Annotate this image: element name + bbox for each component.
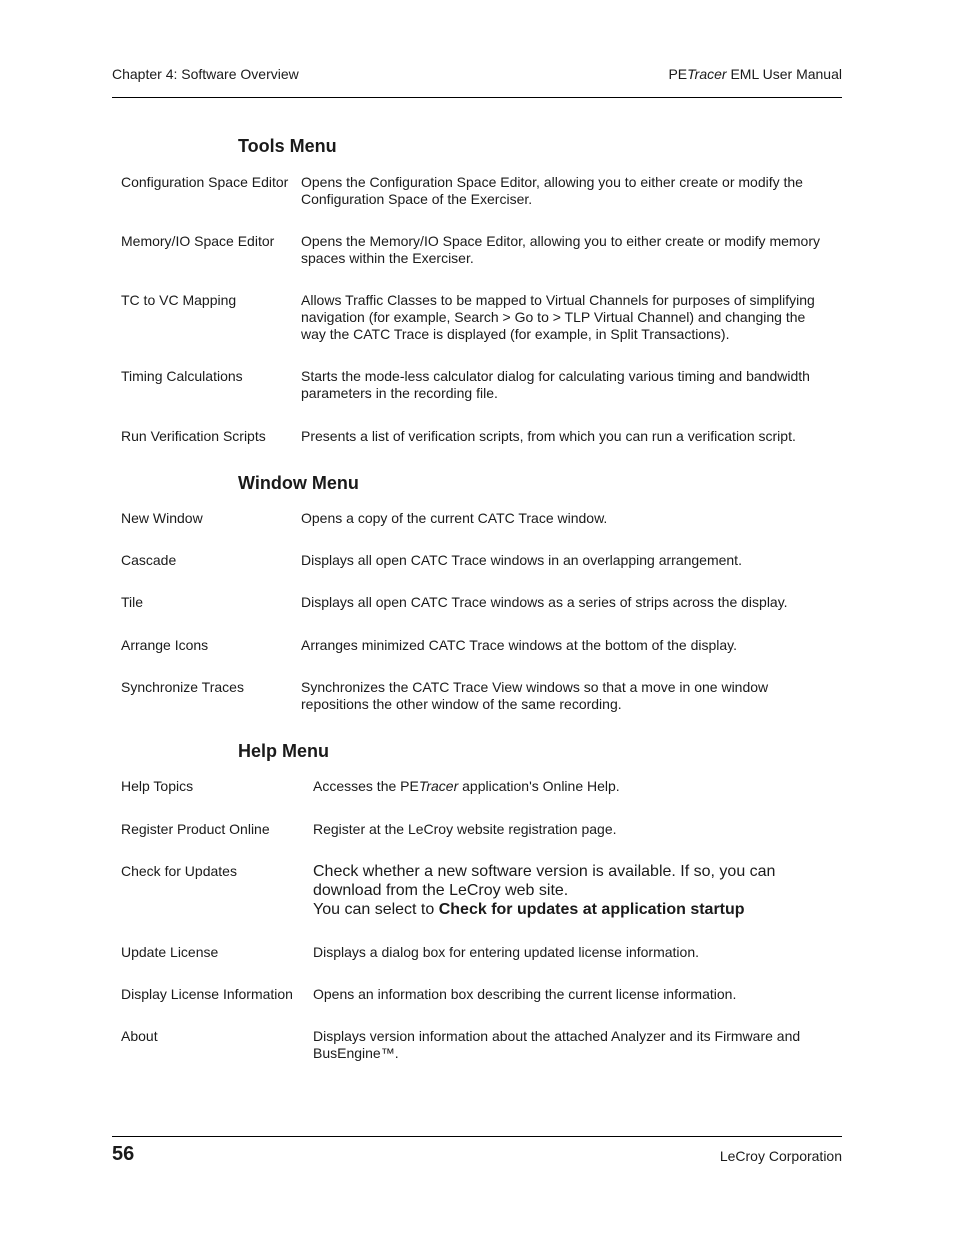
help-desc-check-updates — [313, 862, 843, 919]
tools-desc-config-space-editor: Opens the Configuration Space Editor, allowing you to either create or modify the Configuration Space of the Exerciser. — [301, 174, 803, 207]
help-menu-heading: Help Menu — [238, 741, 330, 761]
manual-title-pe: PE — [668, 66, 688, 82]
tools-desc-memory-io-editor: Opens the Memory/IO Space Editor, allowing you to either create or modify memory spaces within the Exerciser. — [301, 233, 821, 266]
tools-term-tc-vc-mapping: TC to VC Mapping — [121, 292, 237, 308]
window-desc-synchronize-traces: Synchronizes the CATC Trace View windows so that a move in one window repositions the other window of the same recording. — [301, 679, 769, 712]
window-term-cascade: Cascade — [121, 552, 177, 568]
window-term-tile: Tile — [121, 594, 144, 610]
tools-desc-tc-vc-mapping: Allows Traffic Classes to be mapped to Virtual Channels for purposes of simplifying navigation (for example, Search > Go to > TLP Virtual Channel) and changing the way the CATC Trace is displayed (for example, in Split Transactions). — [301, 292, 815, 342]
window-term-arrange-icons: Arrange Icons — [121, 637, 209, 653]
running-header-chapter: Chapter 4: Software Overview — [112, 66, 299, 82]
help-desc-update-license: Displays a dialog box for entering updated license information. — [313, 944, 700, 960]
check-updates-desc-bold: Check for updates at application startup — [438, 901, 745, 918]
window-desc-cascade: Displays all open CATC Trace windows in an overlapping arrangement. — [301, 552, 742, 568]
tools-menu-heading: Tools Menu — [238, 136, 337, 156]
help-desc-about: Displays version information about the attached Analyzer and its Firmware and BusEngine™. — [313, 1028, 801, 1061]
tools-term-timing-calculations: Timing Calculations — [121, 368, 243, 384]
window-term-synchronize-traces: Synchronize Traces — [121, 679, 244, 695]
running-header-manual-title — [668, 66, 842, 82]
help-term-update-license: Update License — [121, 944, 219, 960]
header-rule — [112, 97, 842, 98]
help-desc-display-license: Opens an information box describing the current license information. — [313, 986, 737, 1002]
footer-rule — [112, 1136, 842, 1137]
help-term-register-product: Register Product Online — [121, 821, 270, 837]
footer-company: LeCroy Corporation — [719, 1148, 842, 1164]
window-desc-tile: Displays all open CATC Trace windows as a series of strips across the display. — [301, 594, 788, 610]
tools-term-run-verification-scripts: Run Verification Scripts — [121, 428, 266, 444]
window-menu-heading: Window Menu — [238, 473, 359, 493]
window-desc-new-window: Opens a copy of the current CATC Trace window. — [301, 510, 608, 526]
help-term-display-license: Display License Information — [121, 986, 293, 1002]
window-desc-arrange-icons: Arranges minimized CATC Trace windows at the bottom of the display. — [301, 637, 737, 653]
tools-desc-run-verification-scripts: Presents a list of verification scripts, from which you can run a verification script. — [301, 428, 796, 444]
page-number: 56 — [112, 1143, 135, 1165]
help-topics-desc-post: application's Online Help. — [458, 778, 620, 794]
help-desc-help-topics — [313, 778, 843, 795]
tools-term-memory-io-editor: Memory/IO Space Editor — [121, 233, 275, 249]
check-updates-desc-line2 — [313, 900, 843, 919]
window-term-new-window: New Window — [121, 510, 203, 526]
help-term-help-topics: Help Topics — [121, 778, 194, 794]
help-desc-register-product: Register at the LeCroy website registration page. — [313, 821, 617, 837]
help-term-about: About — [121, 1028, 158, 1044]
help-term-check-updates: Check for Updates — [121, 863, 237, 879]
help-topics-desc-pre: Accesses the PE — [313, 778, 419, 794]
check-updates-desc-pre: You can select to — [313, 901, 439, 918]
tools-term-config-space-editor: Configuration Space Editor — [121, 174, 289, 190]
help-topics-desc-italic: Tracer — [418, 778, 459, 794]
manual-title-rest: EML User Manual — [726, 66, 842, 82]
tools-desc-timing-calculations: Starts the mode-less calculator dialog for calculating various timing and bandwidth parameters in the recording file. — [301, 368, 810, 401]
check-updates-desc-line1: Check whether a new software version is available. If so, you can download from the LeCroy web site. — [313, 863, 776, 899]
manual-title-tracer: Tracer — [687, 66, 727, 82]
